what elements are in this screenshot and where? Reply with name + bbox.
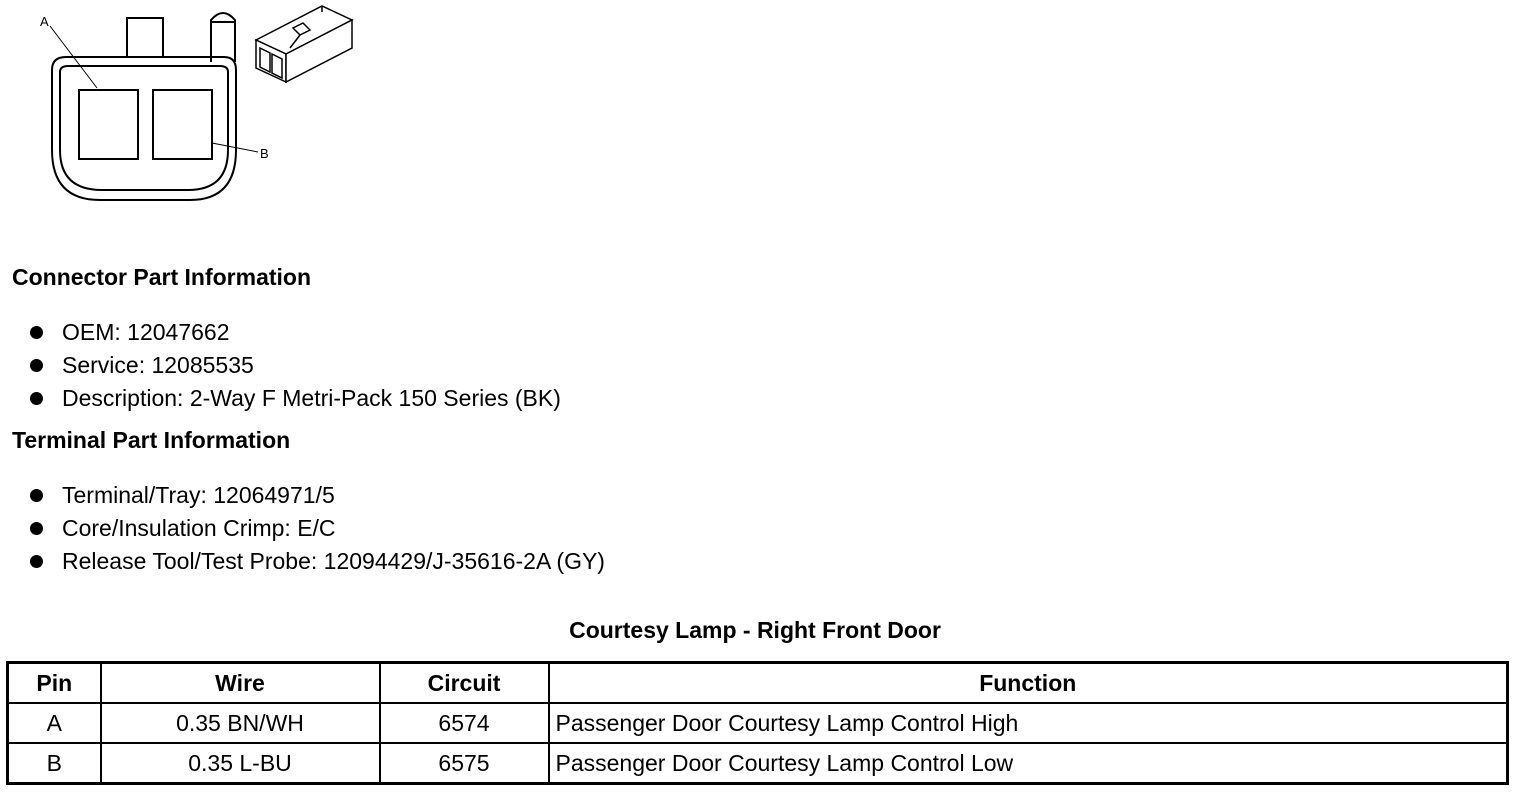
pin-label-a: A: [40, 14, 49, 29]
connector-info-list: [28, 316, 561, 415]
connector-isometric-view: [256, 6, 352, 82]
bullet-icon: [30, 489, 43, 502]
list-item: Release Tool/Test Probe: 12094429/J-35616-2A (GY): [28, 545, 605, 578]
cell-circuit: 6575: [380, 743, 549, 784]
table-title: Courtesy Lamp - Right Front Door: [569, 617, 941, 643]
col-header-circuit: Circuit: [380, 663, 549, 704]
col-header-wire: Wire: [101, 663, 380, 704]
terminal-info-list: [28, 479, 605, 578]
terminal-info-heading: Terminal Part Information: [12, 427, 291, 453]
cell-wire: 0.35 BN/WH: [101, 703, 380, 743]
connector-info-heading: Connector Part Information: [12, 264, 312, 290]
list-item: Terminal/Tray: 12064971/5: [28, 479, 605, 512]
pinout-table: [6, 661, 1509, 785]
pin-label-b: B: [260, 146, 269, 161]
cell-function: Passenger Door Courtesy Lamp Control Low: [549, 743, 1508, 784]
list-item: Description: 2-Way F Metri-Pack 150 Series (BK): [28, 382, 561, 415]
connector-body-inner: [60, 66, 228, 190]
cell-wire: 0.35 L-BU: [101, 743, 380, 784]
bullet-icon: [30, 359, 43, 372]
list-item: Service: 12085535: [28, 349, 561, 382]
cavity-b: [153, 90, 212, 159]
cavity-a: [79, 90, 138, 159]
connector-diagram: [0, 0, 380, 215]
cell-circuit: 6574: [380, 703, 549, 743]
connector-post: [211, 13, 235, 62]
bullet-icon: [30, 326, 43, 339]
list-item: Core/Insulation Crimp: E/C: [28, 512, 605, 545]
table-header-row: [8, 663, 1508, 704]
cell-function: Passenger Door Courtesy Lamp Control High: [549, 703, 1508, 743]
bullet-icon: [30, 392, 43, 405]
bullet-icon: [30, 555, 43, 568]
bullet-icon: [30, 522, 43, 535]
col-header-pin: Pin: [8, 663, 101, 704]
table-row: [8, 743, 1508, 784]
table-row: [8, 703, 1508, 743]
cell-pin: B: [8, 743, 101, 784]
list-item: OEM: 12047662: [28, 316, 561, 349]
cell-pin: A: [8, 703, 101, 743]
col-header-function: Function: [549, 663, 1508, 704]
connector-latch-tab: [127, 18, 163, 57]
